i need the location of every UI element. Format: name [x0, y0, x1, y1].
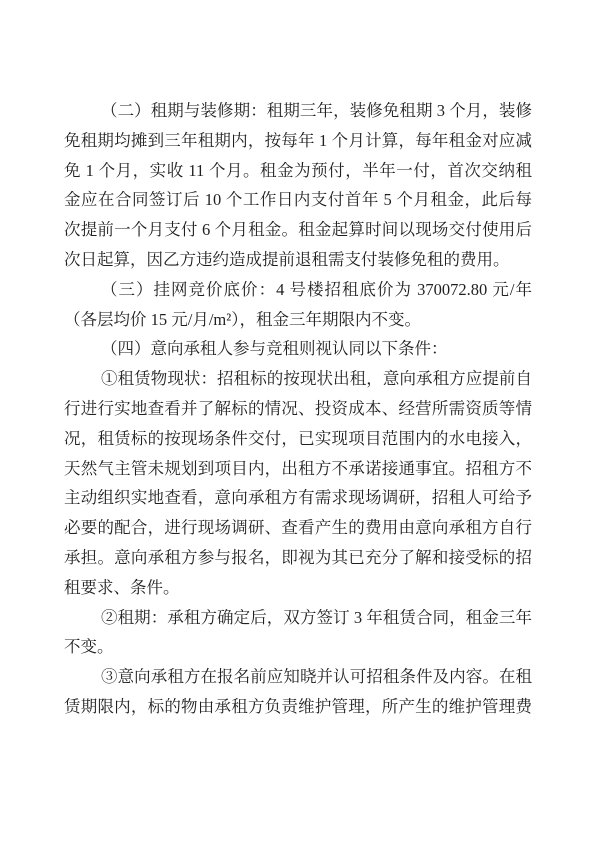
text-line: 租要求、条件。 [64, 577, 180, 597]
text-line: 承担。意向承租方参与报名，即视为其已充分了解和接受标的招 [64, 547, 532, 567]
text-line: （二）租期与装修期：租期三年，装修免租期 3 个月，装修 [101, 101, 532, 120]
paragraph [64, 662, 532, 722]
text-line: 必要的配合，进行现场调研、查看产生的费用由意向承租方自行 [64, 518, 532, 538]
paragraph [64, 603, 532, 663]
text-line: 不变。 [64, 637, 114, 657]
paragraph [64, 364, 532, 602]
paragraph [64, 96, 532, 275]
text-line: 行进行实地查看并了解标的情况、投资成本、经营所需资质等情 [64, 398, 532, 418]
document-body [64, 96, 532, 722]
text-line: 金应在合同签订后 10 个工作日内支付首年 5 个月租金，此后每 [64, 190, 532, 210]
text-line: 次提前一个月支付 6 个月租金。租金起算时间以现场交付使用后 [64, 220, 532, 240]
text-line: 况，租赁标的按现场条件交付，已实现项目范围内的水电接入， [64, 428, 532, 448]
text-line: 主动组织实地查看，意向承租方有需求现场调研，招租人可给予 [64, 488, 532, 508]
text-line: （四）意向承租人参与竞租则视认同以下条件： [101, 339, 448, 359]
text-line: （三）挂网竞价底价：4 号楼招租底价为 370072.80 元/年 [101, 279, 532, 299]
text-line: 免租期均摊到三年租期内，按每年 1 个月计算，每年租金对应减 [64, 130, 532, 150]
text-line: ①租赁物现状：招租标的按现状出租，意向承租方应提前自 [101, 369, 532, 389]
paragraph [64, 334, 532, 364]
text-line: 次日起算，因乙方违约造成提前退租需支付装修免租的费用。 [64, 249, 510, 269]
paragraph [64, 275, 532, 335]
text-line: ③意向承租方在报名前应知晓并认可招租条件及内容。在租 [101, 667, 532, 687]
text-line: ②租期：承租方确定后，双方签订 3 年租赁合同，租金三年 [101, 607, 532, 627]
text-line: （各层均价 15 元/月/m²），租金三年期限内不变。 [64, 309, 421, 329]
text-line: 赁期限内，标的物由承租方负责维护管理，所产生的维护管理费 [64, 696, 532, 716]
text-line: 免 1 个月，实收 11 个月。租金为预付，半年一付，首次交纳租 [64, 160, 532, 180]
text-line: 天然气主管未规划到项目内，出租方不承诺接通事宜。招租方不 [64, 458, 532, 478]
